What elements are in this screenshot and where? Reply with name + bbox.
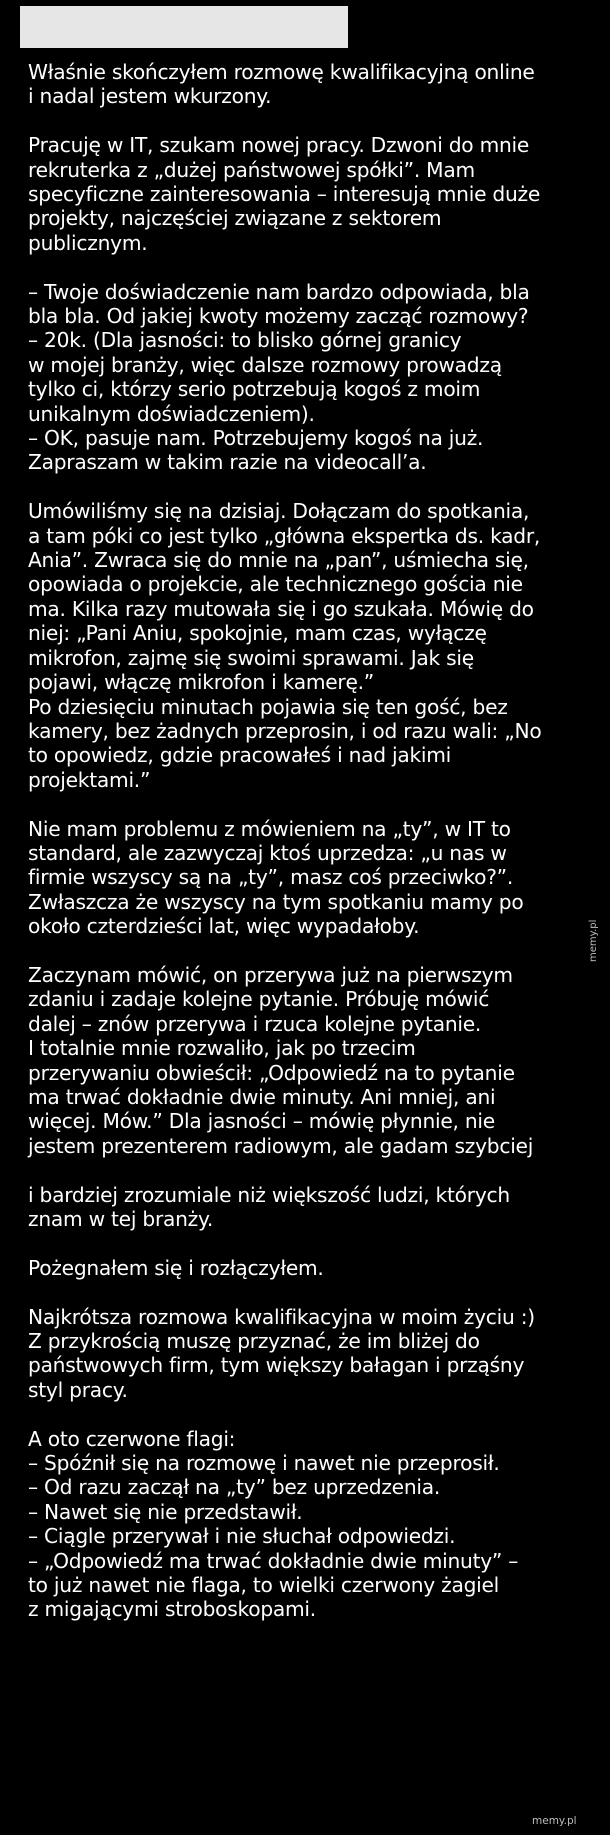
post-line: opowiada o projekcie, ale technicznego gościa nie bbox=[28, 572, 523, 597]
post-line: Z przykrością muszę przyznać, że im bliżej do bbox=[28, 1329, 480, 1353]
post-line: Pracuję w IT, szukam nowej pracy. Dzwoni do mnie bbox=[28, 133, 530, 158]
post-line: rekruterka z „dużej państwowej spółki”. Mam bbox=[28, 157, 475, 182]
post-line: Umówiliśmy się na dzisiaj. Dołączam do spotkania, bbox=[28, 499, 530, 524]
post-line: znam w tej branży. bbox=[28, 1207, 213, 1231]
post-line: państwowych firm, tym większy bałagan i prząśny bbox=[28, 1353, 525, 1378]
post-line: standard, ale zazwyczaj ktoś uprzedza: „u nas w bbox=[28, 840, 507, 865]
watermark-side: memy.pl bbox=[588, 919, 599, 962]
post-line: ma trwać dokładnie dwie minuty. Ani mniej, ani bbox=[28, 1084, 496, 1109]
post-line: A oto czerwone flagi: bbox=[28, 1426, 236, 1451]
post-paragraph bbox=[28, 499, 603, 792]
post-line: Zapraszam w takim razie na videocall’a. bbox=[28, 450, 427, 475]
post-line: – Twoje doświadczenie nam bardzo odpowiada, bla bbox=[28, 279, 530, 304]
post-line: Nie mam problemu z mówieniem na „ty”, w IT to bbox=[28, 816, 511, 841]
post-paragraph bbox=[28, 1256, 603, 1280]
post-paragraph bbox=[28, 280, 603, 475]
watermark-corner: memy.pl bbox=[532, 1815, 577, 1827]
post-line: to opowiedz, gdzie pracowałeś i nad jakimi bbox=[28, 743, 452, 768]
redaction-bar bbox=[20, 6, 348, 48]
post-line: – Spóźnił się na rozmowę i nawet nie przeprosił. bbox=[28, 1451, 500, 1476]
post-line: więcej. Mów.” Dla jasności – mówię płynnie, nie bbox=[28, 1109, 495, 1134]
post-line: w mojej branży, więc dalsze rozmowy prowadzą bbox=[28, 352, 502, 377]
post-line: jestem prezenterem radiowym, ale gadam szybciej bbox=[28, 1133, 534, 1158]
post-line: to już nawet nie flaga, to wielki czerwony żagiel bbox=[28, 1573, 500, 1598]
post-paragraph bbox=[28, 1305, 603, 1403]
post-paragraph bbox=[28, 60, 603, 109]
post-line: około czterdzieści lat, więc wypadałoby. bbox=[28, 914, 420, 939]
post-line: dalej – znów przerywa i rzuca kolejne pytanie. bbox=[28, 1011, 482, 1036]
post-line: a tam póki co jest tylko „główna ekspertka ds. kadr, bbox=[28, 523, 541, 548]
post-line: projektami.” bbox=[28, 767, 151, 792]
post-line: Zwłaszcza że wszyscy na tym spotkaniu mamy po bbox=[28, 889, 524, 914]
post-line: – 20k. (Dla jasności: to blisko górnej granicy bbox=[28, 328, 462, 353]
post-line: – „Odpowiedź ma trwać dokładnie dwie minuty” – bbox=[28, 1548, 519, 1573]
post-paragraph bbox=[28, 1183, 603, 1232]
post-line: Ania”. Zwraca się do mnie na „pan”, uśmiecha się, bbox=[28, 548, 529, 573]
post-line: specyficzne zainteresowania – interesują mnie duże bbox=[28, 182, 541, 207]
post-paragraph bbox=[28, 133, 603, 255]
post-line: styl pracy. bbox=[28, 1377, 128, 1402]
post-line: mikrofon, zajmę się swoimi sprawami. Jak się bbox=[28, 645, 474, 670]
post-line: – Ciągle przerywał i nie słuchał odpowiedzi. bbox=[28, 1524, 456, 1549]
post-line: – OK, pasuje nam. Potrzebujemy kogoś na już. bbox=[28, 426, 484, 451]
post-line: Pożegnałem się i rozłączyłem. bbox=[28, 1255, 324, 1280]
post-line: firmie wszyscy są na „ty”, masz coś przeciwko?”. bbox=[28, 865, 514, 890]
post-line: Zaczynam mówić, on przerywa już na pierwszym bbox=[28, 962, 513, 987]
post-line: Po dziesięciu minutach pojawia się ten gość, bez bbox=[28, 694, 508, 719]
post-line: pojawi, włączę mikrofon i kamerę.” bbox=[28, 670, 375, 695]
post-line: zdaniu i zadaje kolejne pytanie. Próbuję mówić bbox=[28, 987, 490, 1012]
post-paragraph bbox=[28, 1427, 603, 1622]
post-line: unikalnym doświadczeniem). bbox=[28, 401, 315, 426]
post-line: publicznym. bbox=[28, 230, 148, 255]
post-line: przerywaniu obwieścił: „Odpowiedź na to pytanie bbox=[28, 1060, 515, 1085]
post-body bbox=[28, 60, 603, 1646]
post-line: projekty, najczęściej związane z sektorem bbox=[28, 206, 442, 231]
post-line: bla bla. Od jakiej kwoty możemy zacząć rozmowy? bbox=[28, 304, 529, 329]
post-line: tylko ci, którzy serio potrzebują kogoś z moim bbox=[28, 377, 481, 402]
post-line: – Od razu zaczął na „ty” bez uprzedzenia. bbox=[28, 1475, 441, 1500]
post-line: I totalnie mnie rozwaliło, jak po trzecim bbox=[28, 1036, 416, 1061]
post-line: ma. Kilka razy mutowała się i go szukała. Mówię do bbox=[28, 596, 534, 621]
post-line: z migającymi stroboskopami. bbox=[28, 1597, 316, 1622]
post-paragraph bbox=[28, 963, 603, 1158]
post-line: niej: „Pani Aniu, spokojnie, mam czas, wyłączę bbox=[28, 621, 487, 646]
post-line: kamery, bez żadnych przeprosin, i od razu wali: „No bbox=[28, 718, 542, 743]
post-line: Najkrótsza rozmowa kwalifikacyjna w moim życiu :) bbox=[28, 1304, 535, 1329]
post-line: – Nawet się nie przedstawił. bbox=[28, 1499, 303, 1524]
post-paragraph bbox=[28, 817, 603, 939]
post-line: i nadal jestem wkurzony. bbox=[28, 84, 272, 109]
post-line: i bardziej zrozumiale niż większość ludzi, których bbox=[28, 1182, 510, 1207]
post-line: Właśnie skończyłem rozmowę kwalifikacyjną online bbox=[28, 60, 535, 84]
